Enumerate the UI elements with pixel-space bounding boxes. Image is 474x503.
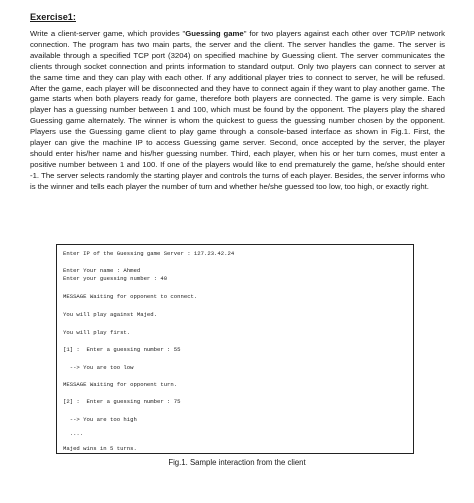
console-line: .... [63, 430, 84, 437]
client-console-figure [56, 244, 414, 454]
console-line: MESSAGE Waiting for opponent turn. [63, 381, 178, 388]
console-line: --> You are too low [63, 364, 134, 371]
exercise-heading: Exercise1: [30, 12, 76, 22]
console-line: You will play against Majed. [63, 311, 157, 318]
console-line: [1] : Enter a guessing number : 55 [63, 346, 181, 353]
console-line: Enter IP of the Guessing game Server : 127.23.42.24 [63, 250, 235, 257]
console-line: Enter Your name : Ahmed [63, 267, 141, 274]
exercise-description [30, 29, 445, 193]
console-line: MESSAGE Waiting for opponent to connect. [63, 293, 198, 300]
console-line: --> You are too high [63, 416, 137, 423]
description-part-1: Write a client-server game, which provides " [30, 29, 186, 38]
console-line: Majed wins in 5 turns. [63, 445, 137, 452]
console-line: [2] : Enter a guessing number : 75 [63, 398, 181, 405]
figure-caption: Fig.1. Sample interaction from the client [168, 458, 306, 467]
game-name: Guessing game [185, 29, 244, 38]
description-part-2: " for two players against each other over TCP/IP network connection. The program has two main parts, the server and the client. The server handles the game. The server is available through a specified TCP port (3204) on specified machine by Guessing client. The server communicates the clients through socket connection and prints information to standard output. Only two players can connect to server at the same time and they can play with each other. If any additional player tries to connect to server, he will be refused. After the game, each player will be disconnected and they have to connect again if they want to play another game. The game starts when both players ready for game, therefore both players are connected. The game is very simple. Each player has a guessing number between 1 and 100, which must be found by the opponent. The players play the shared Guessing game alternately. The winner is whom the quickest to guess the guessing number chosen by the opponent. Players use the Guessing game client to play game through a console-based interface as shown in Fig.1. First, the player can give the machine IP to access Guessing game server. Second, once accepted by the server, the player should enter his/her name and his/her guessing number. Third, each player, when his or her turn comes, must enter a positive number between 1 and 100. If one of the players would like to end prematurely the game, he/she should enter -1. The server selects randomly the starting player and controls the turns of each player. Besides, the server informs who is the winner and tells each player the number of turn and whether he/she guessed too low, too high, or exactly right. [30, 29, 446, 191]
console-line: Enter your guessing number : 40 [63, 275, 168, 282]
console-line: You will play first. [63, 329, 131, 336]
